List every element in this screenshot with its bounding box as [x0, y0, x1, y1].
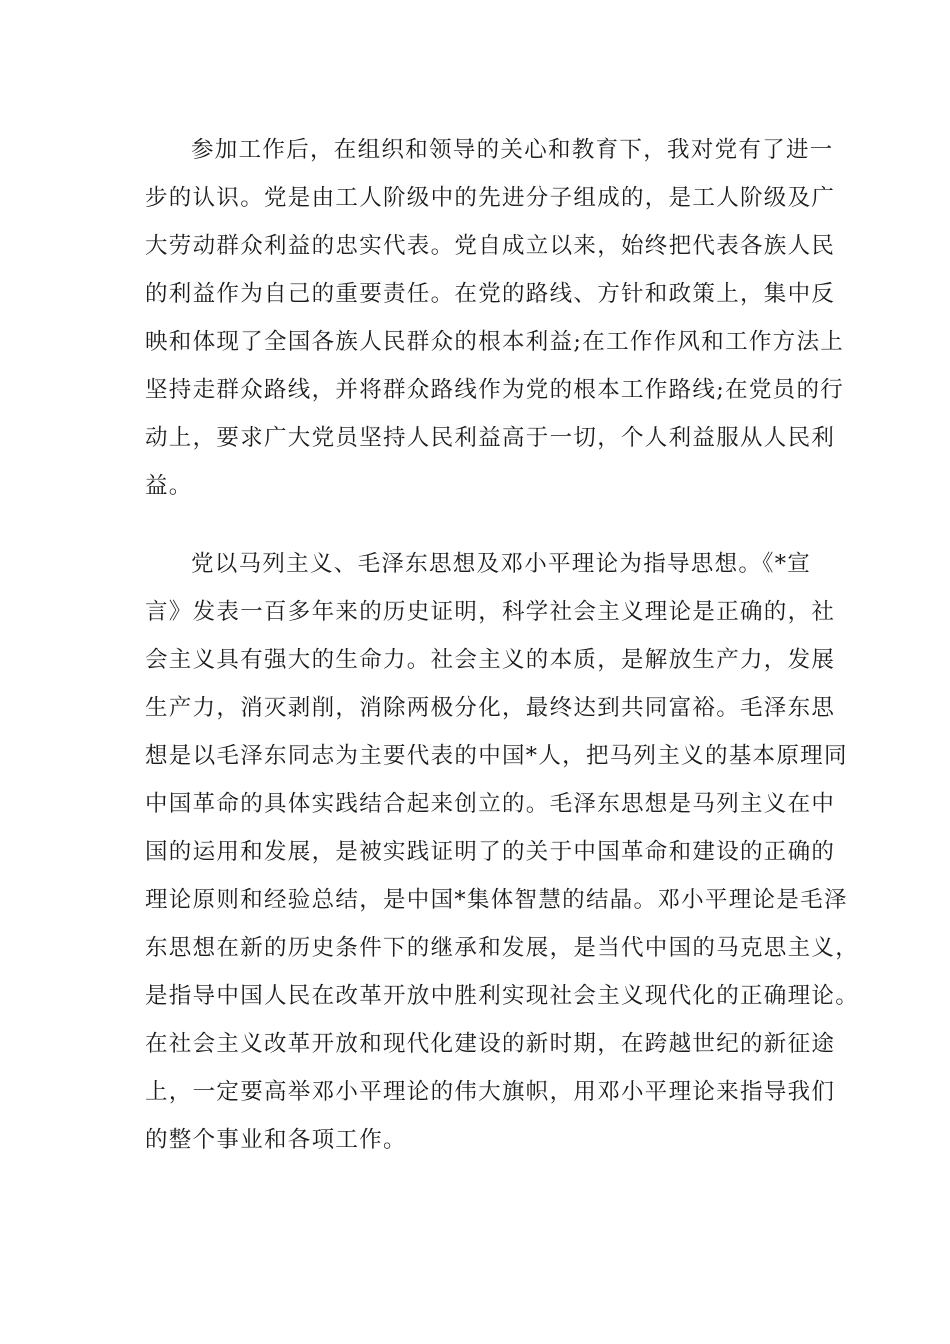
paragraph-line: 中国革命的具体实践结合起来创立的。毛泽东思想是马列主义在中 — [145, 791, 836, 817]
paragraph-line: 东思想在新的历史条件下的继承和发展，是当代中国的马克思主义， — [145, 935, 860, 961]
paragraph-line: 会主义具有强大的生命力。社会主义的本质，是解放生产力，发展 — [145, 647, 836, 673]
paragraph-line: 映和体现了全国各族人民群众的根本利益;在工作作风和工作方法上 — [145, 329, 845, 355]
paragraph-line: 益。 — [145, 473, 193, 499]
paragraph-line: 国的运用和发展，是被实践证明了的关于中国革命和建设的正确的 — [145, 839, 836, 865]
paragraph-line: 的整个事业和各项工作。 — [145, 1127, 407, 1153]
paragraph-line: 大劳动群众利益的忠实代表。党自成立以来，始终把代表各族人民 — [145, 233, 836, 259]
paragraph-line: 言》发表一百多年来的历史证明，科学社会主义理论是正确的，社 — [145, 599, 836, 625]
paragraph-line: 参加工作后，在组织和领导的关心和教育下，我对党有了进一 — [191, 137, 834, 163]
paragraph-line: 坚持走群众路线，并将群众路线作为党的根本工作路线;在党员的行 — [145, 377, 845, 403]
paragraph-line: 的利益作为自己的重要责任。在党的路线、方针和政策上，集中反 — [145, 281, 836, 307]
paragraph-line: 动上，要求广大党员坚持人民利益高于一切，个人利益服从人民利 — [145, 425, 836, 451]
paragraph-line: 想是以毛泽东同志为主要代表的中国*人，把马列主义的基本原理同 — [145, 743, 848, 769]
paragraph-line: 理论原则和经验总结，是中国*集体智慧的结晶。邓小平理论是毛泽 — [145, 887, 848, 913]
paragraph-line: 生产力，消灭剥削，消除两极分化，最终达到共同富裕。毛泽东思 — [145, 695, 836, 721]
paragraph-line: 在社会主义改革开放和现代化建设的新时期，在跨越世纪的新征途 — [145, 1031, 836, 1057]
paragraph-line: 上，一定要高举邓小平理论的伟大旗帜，用邓小平理论来指导我们 — [145, 1079, 836, 1105]
paragraph-line: 党以马列主义、毛泽东思想及邓小平理论为指导思想。《*宣 — [191, 551, 812, 577]
paragraph-line: 步的认识。党是由工人阶级中的先进分子组成的，是工人阶级及广 — [145, 185, 836, 211]
paragraph-line: 是指导中国人民在改革开放中胜利实现社会主义现代化的正确理论。 — [145, 983, 860, 1009]
